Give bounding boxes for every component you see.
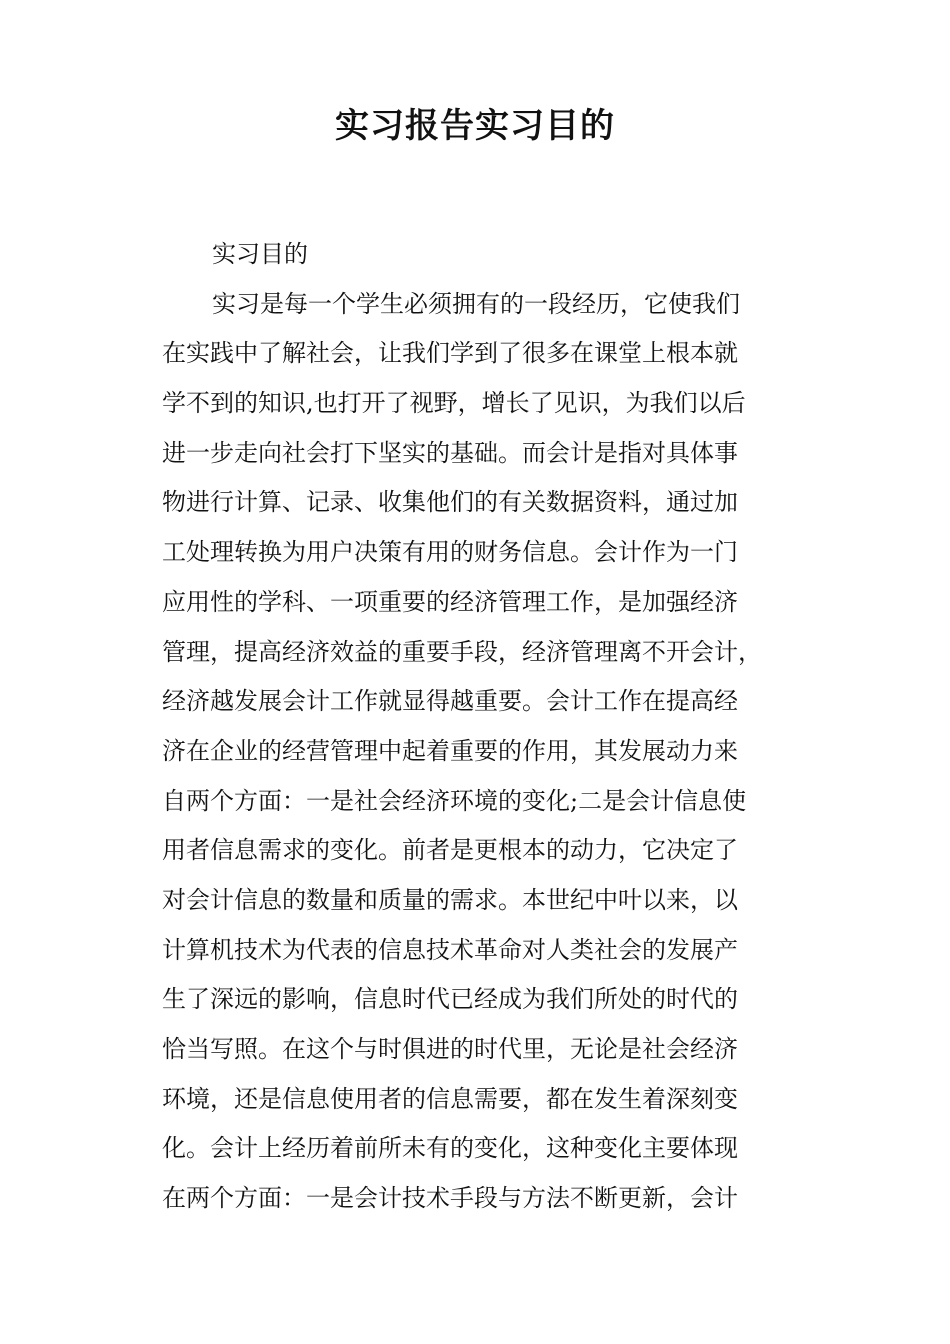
- paragraph-line: 学不到的知识,也打开了视野，增长了见识，为我们以后: [162, 389, 746, 418]
- paragraph-line: 工处理转换为用户决策有用的财务信息。会计作为一门: [162, 538, 738, 567]
- paragraph-line: 计算机技术为代表的信息技术革命对人类社会的发展产: [162, 935, 738, 964]
- paragraph-line: 化。会计上经历着前所未有的变化，这种变化主要体现: [162, 1134, 738, 1163]
- paragraph-line: 物进行计算、记录、收集他们的有关数据资料，通过加: [162, 488, 738, 517]
- paragraph-line: 在两个方面：一是会计技术手段与方法不断更新，会计: [162, 1184, 738, 1213]
- paragraph-line: 恰当写照。在这个与时俱进的时代里，无论是社会经济: [162, 1035, 738, 1063]
- paragraph-line: 环境，还是信息使用者的信息需要，都在发生着深刻变: [162, 1084, 738, 1113]
- paragraph-line: 实习是每一个学生必须拥有的一段经历，它使我们: [212, 289, 740, 318]
- paragraph-line: 生了深远的影响，信息时代已经成为我们所处的时代的: [162, 985, 738, 1014]
- paragraph-line: 自两个方面：一是社会经济环境的变化;二是会计信息使: [162, 786, 747, 815]
- paragraph-line: 在实践中了解社会，让我们学到了很多在课堂上根本就: [162, 339, 738, 368]
- paragraph-line: 用者信息需求的变化。前者是更根本的动力，它决定了: [162, 836, 738, 865]
- paragraph-line: 管理，提高经济效益的重要手段，经济管理离不开会计，: [162, 637, 762, 666]
- document-title: 实习报告实习目的: [335, 106, 615, 146]
- paragraph-line: 济在企业的经营管理中起着重要的作用，其发展动力来: [162, 736, 738, 765]
- section-heading: 实习目的: [212, 240, 308, 268]
- paragraph-line: 对会计信息的数量和质量的需求。本世纪中叶以来，以: [162, 885, 738, 914]
- paragraph-line: 经济越发展会计工作就显得越重要。会计工作在提高经: [162, 687, 738, 716]
- paragraph-line: 进一步走向社会打下坚实的基础。而会计是指对具体事: [162, 438, 738, 467]
- document-body: [162, 230, 812, 1224]
- paragraph-line: 应用性的学科、一项重要的经济管理工作，是加强经济: [162, 587, 738, 616]
